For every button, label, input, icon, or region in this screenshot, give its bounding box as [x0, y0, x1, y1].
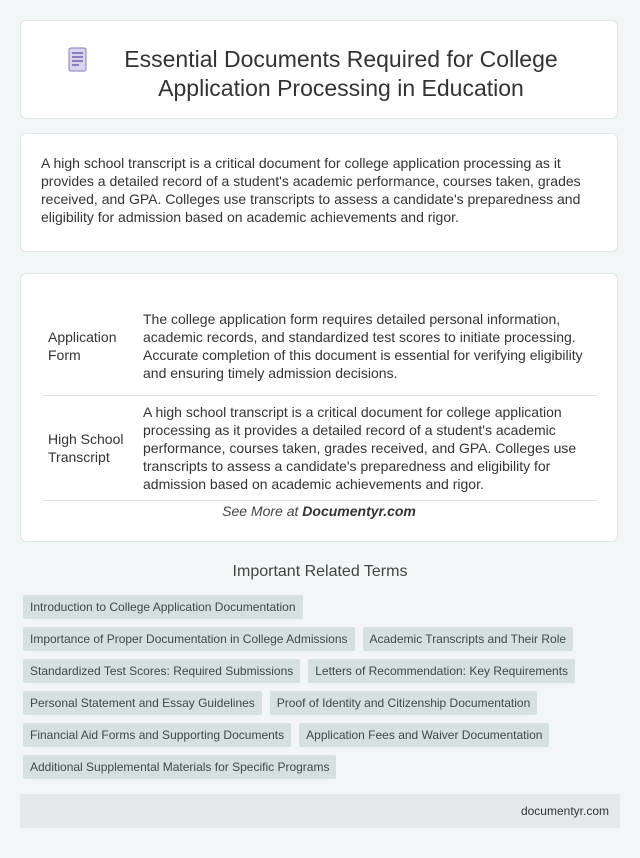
related-term-tag[interactable]: Importance of Proper Documentation in College Admissions [23, 627, 355, 651]
documents-card [20, 273, 618, 542]
related-term-tag[interactable]: Proof of Identity and Citizenship Documentation [270, 691, 537, 715]
document-description: The college application form requires detailed personal information, academic records, and standardized test scores to initiate processing. Accurate completion of this document is essential for verifying eligibility and ensuring timely admission decisions. [139, 298, 597, 395]
related-term-tag[interactable]: Financial Aid Forms and Supporting Documents [23, 723, 291, 747]
title-card [20, 20, 618, 119]
related-terms-heading: Important Related Terms [232, 563, 408, 580]
intro-card [20, 133, 618, 252]
table-row [43, 395, 597, 500]
document-icon [67, 47, 89, 73]
see-more-site[interactable]: Documentyr.com [302, 503, 416, 519]
related-term-tag[interactable]: Application Fees and Waiver Documentation [299, 723, 549, 747]
related-term-tag[interactable]: Academic Transcripts and Their Role [363, 627, 574, 651]
document-term: High School Transcript [43, 395, 139, 500]
table-row [43, 298, 597, 395]
related-terms-list [23, 595, 603, 779]
see-more-link[interactable] [21, 503, 617, 519]
page-title: Essential Documents Required for College Application Processing in Education [124, 46, 558, 101]
related-term-tag[interactable]: Additional Supplemental Materials for Specific Programs [23, 755, 336, 779]
see-more-prefix: See More at [222, 503, 303, 519]
documents-table [43, 298, 597, 501]
document-term: Application Form [43, 298, 139, 395]
footer [20, 794, 620, 828]
document-description: A high school transcript is a critical document for college application processing as it provides a detailed record of a student's academic performance, courses taken, grades received, and GPA. Colleges use transcripts to assess a candidate's preparedness and eligibility for admission based on academic achievements and rigor. [139, 395, 597, 500]
related-term-tag[interactable]: Introduction to College Application Documentation [23, 595, 303, 619]
related-term-tag[interactable]: Personal Statement and Essay Guidelines [23, 691, 262, 715]
title-row [21, 21, 617, 103]
footer-site-link[interactable]: documentyr.com [520, 804, 609, 818]
intro-paragraph: A high school transcript is a critical document for college application processing as it provides a detailed record of a student's academic performance, courses taken, grades received, and GPA. Colleges use transcripts to assess a candidate's preparedness and eligibility for admission based on academic achievements and rigor. [41, 155, 581, 225]
related-term-tag[interactable]: Standardized Test Scores: Required Submissions [23, 659, 300, 683]
related-term-tag[interactable]: Letters of Recommendation: Key Requirements [308, 659, 575, 683]
